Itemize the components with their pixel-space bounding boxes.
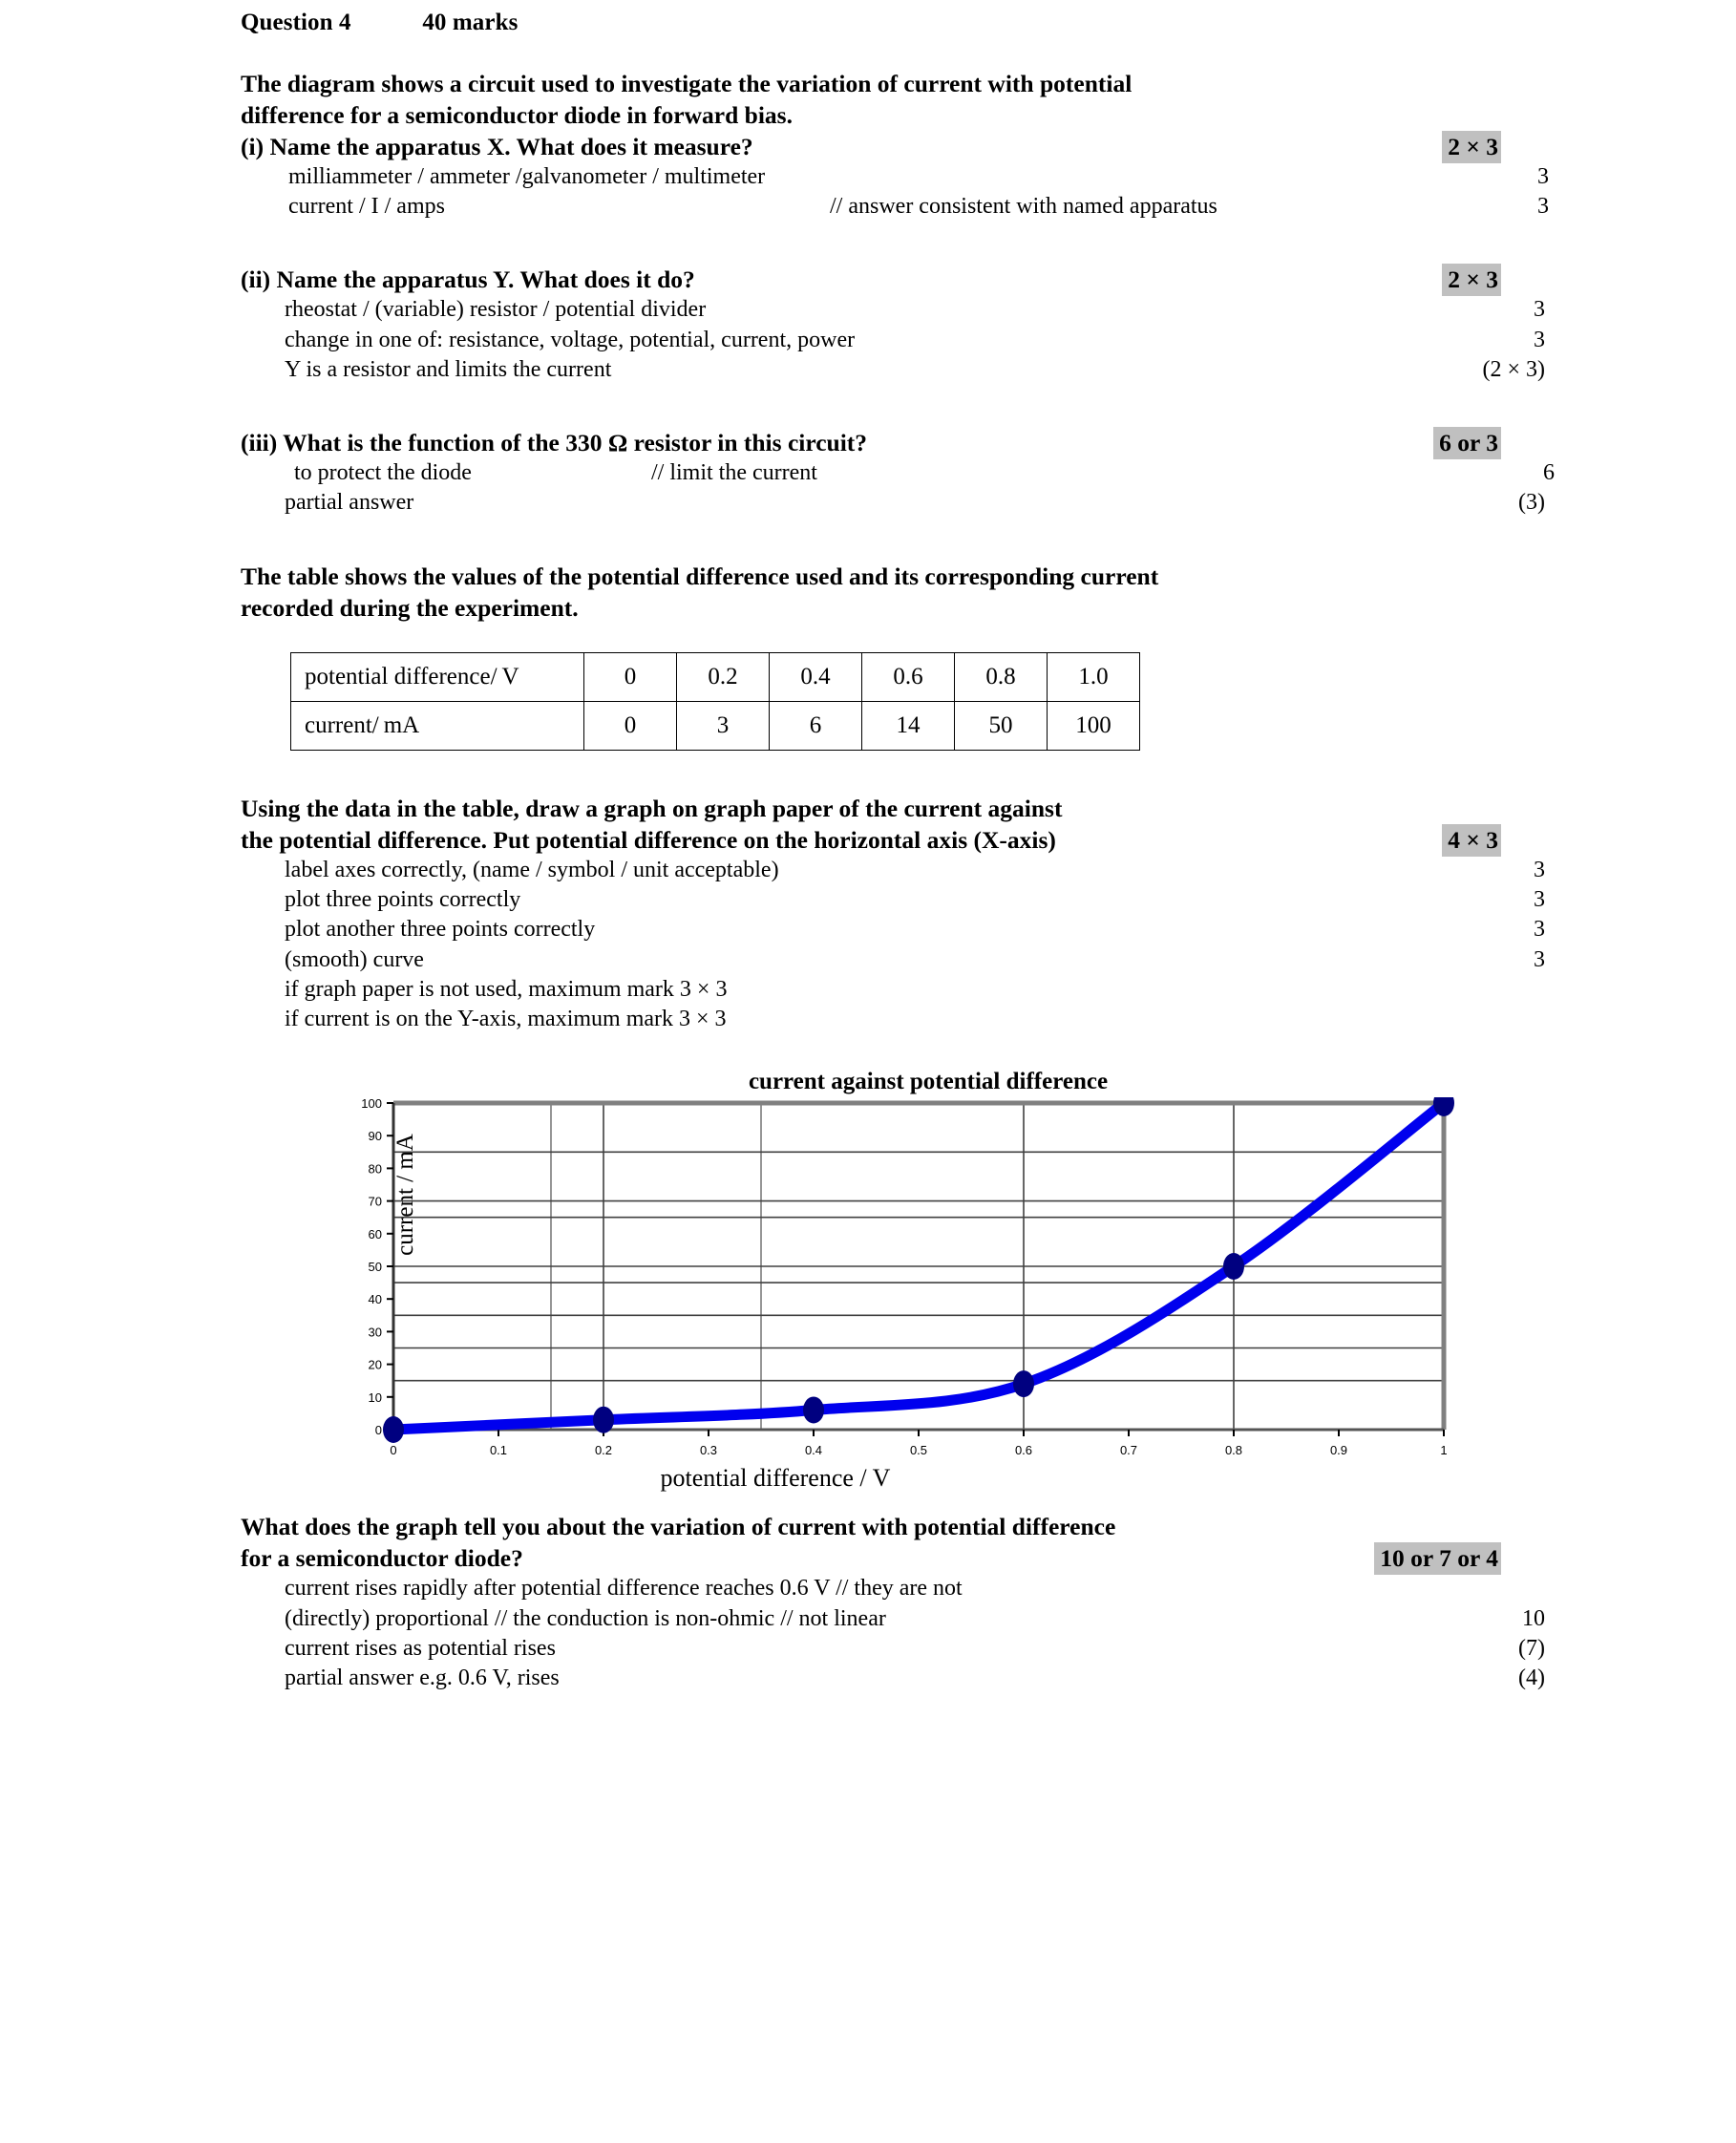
x-tick-label: 0.2 bbox=[594, 1443, 613, 1458]
y-tick-label: 90 bbox=[368, 1129, 382, 1144]
part-i-answer-2-marks: 3 bbox=[1537, 194, 1549, 220]
question-header bbox=[241, 8, 1501, 39]
table-cell: 0 bbox=[584, 652, 677, 701]
chart-title: current against potential difference bbox=[748, 1069, 1109, 1095]
chart-x-axis-label: potential difference / V bbox=[660, 1464, 891, 1493]
x-tick-label: 0 bbox=[390, 1443, 397, 1458]
graph-task-answer-4-marks: 3 bbox=[1534, 946, 1545, 972]
part-i-question-text: (i) Name the apparatus X. What does it measure? bbox=[241, 132, 753, 160]
closing-line-1: What does the graph tell you about the variation of current with potential difference bbox=[241, 1513, 1116, 1541]
part-ii-marks: 2 × 3 bbox=[1442, 264, 1501, 296]
question-number: Question 4 bbox=[241, 10, 351, 35]
current-vs-pd-chart bbox=[241, 1069, 1501, 1498]
intro-line-1: The diagram shows a circuit used to investigate the variation of current with potential bbox=[241, 69, 1133, 97]
part-ii-question-text: (ii) Name the apparatus Y. What does it do? bbox=[241, 265, 695, 294]
graph-task-line-1: Using the data in the table, draw a graph on graph paper of the current against bbox=[241, 794, 1063, 822]
intro-line-2: difference for a semiconductor diode in forward bias. bbox=[241, 100, 793, 129]
graph-task-answer-5 bbox=[241, 975, 1545, 1005]
graph-task-line-2-text: the potential difference. Put potential difference on the horizontal axis (X-axis) bbox=[241, 825, 1056, 854]
table-cell: 50 bbox=[955, 701, 1048, 750]
chart-data-point bbox=[383, 1416, 404, 1443]
table-row bbox=[291, 652, 1140, 701]
chart-y-axis-label: current / mA bbox=[392, 1134, 418, 1257]
part-ii-answer-1-marks: 3 bbox=[1534, 297, 1545, 323]
closing-marks: 10 or 7 or 4 bbox=[1374, 1542, 1501, 1575]
x-tick-label: 0.5 bbox=[909, 1443, 928, 1458]
part-iii-answer-2-text: partial answer bbox=[285, 490, 414, 516]
closing-answer-4-marks: (4) bbox=[1518, 1666, 1545, 1691]
part-iii-answer-1 bbox=[241, 458, 1555, 488]
part-iii-answer-2-marks: (3) bbox=[1518, 490, 1545, 516]
table-intro-line-2: recorded during the experiment. bbox=[241, 593, 579, 622]
y-tick-label: 0 bbox=[374, 1423, 382, 1438]
part-iii-answer-1-note: // limit the current bbox=[651, 460, 817, 486]
part-i-answer-1-text: milliammeter / ammeter /galvanometer / multimeter bbox=[288, 163, 766, 189]
closing-answer-1 bbox=[241, 1574, 1545, 1603]
table-row bbox=[291, 701, 1140, 750]
y-tick-label: 30 bbox=[368, 1325, 382, 1340]
y-tick-label: 20 bbox=[368, 1357, 382, 1372]
part-i-answer-2-text: current / I / amps bbox=[288, 194, 445, 220]
x-tick-label: 0.1 bbox=[489, 1443, 508, 1458]
closing-answer-2-text: (directly) proportional // the conduction is non-ohmic // not linear bbox=[285, 1605, 886, 1631]
table-cell: 0.4 bbox=[770, 652, 862, 701]
table-cell: 100 bbox=[1048, 701, 1140, 750]
part-ii-question bbox=[241, 264, 1501, 295]
part-iii-answer-1-text: to protect the diode bbox=[294, 460, 472, 486]
closing-answer-3-marks: (7) bbox=[1518, 1635, 1545, 1661]
table-cell: 6 bbox=[770, 701, 862, 750]
graph-task-answer-6 bbox=[241, 1005, 1545, 1034]
graph-task-answer-3-text: plot another three points correctly bbox=[285, 917, 596, 943]
closing-answer-4-text: partial answer e.g. 0.6 V, rises bbox=[285, 1666, 560, 1691]
part-i-answer-1 bbox=[241, 162, 1549, 192]
closing-answer-1-text: current rises rapidly after potential difference reaches 0.6 V // they are not bbox=[285, 1576, 963, 1602]
x-tick-label: 0.7 bbox=[1119, 1443, 1138, 1458]
y-tick-label: 70 bbox=[368, 1194, 382, 1209]
closing-answer-3-text: current rises as potential rises bbox=[285, 1635, 556, 1661]
measurement-table bbox=[290, 652, 1140, 751]
y-tick-label: 80 bbox=[368, 1161, 382, 1177]
part-iii-marks: 6 or 3 bbox=[1433, 427, 1501, 459]
graph-task-answer-6-text: if current is on the Y-axis, maximum mark 3 × 3 bbox=[285, 1007, 727, 1032]
part-ii-answer-2-marks: 3 bbox=[1534, 327, 1545, 352]
document-content bbox=[241, 8, 1555, 1693]
part-ii-answer-2 bbox=[241, 326, 1545, 355]
table-cell: 0 bbox=[584, 701, 677, 750]
y-tick-label: 100 bbox=[361, 1097, 382, 1112]
table-row-label: current/ mA bbox=[291, 701, 584, 750]
graph-task-answer-2 bbox=[241, 885, 1545, 915]
graph-task-line-2 bbox=[241, 824, 1501, 856]
data-table-wrapper bbox=[241, 652, 1501, 751]
y-tick-label: 40 bbox=[368, 1292, 382, 1307]
part-iii-question bbox=[241, 427, 1501, 458]
y-tick-label: 50 bbox=[368, 1260, 382, 1275]
graph-task-answer-3-marks: 3 bbox=[1534, 917, 1545, 943]
part-ii-answer-3-marks: (2 × 3) bbox=[1482, 356, 1545, 382]
question-total-marks: 40 marks bbox=[422, 10, 519, 35]
part-i-answer-2 bbox=[241, 192, 1549, 222]
spacer bbox=[241, 385, 1501, 427]
chart-data-point bbox=[803, 1397, 824, 1424]
part-i-question bbox=[241, 131, 1501, 162]
graph-task-answer-3 bbox=[241, 915, 1545, 944]
chart-data-point bbox=[1013, 1370, 1034, 1397]
y-tick-label: 10 bbox=[368, 1390, 382, 1406]
spacer bbox=[241, 519, 1501, 561]
closing-answer-2 bbox=[241, 1604, 1545, 1634]
part-ii-answer-3 bbox=[241, 355, 1545, 385]
x-tick-label: 0.6 bbox=[1014, 1443, 1033, 1458]
spacer bbox=[241, 1034, 1501, 1063]
part-i-answer-2-note: // answer consistent with named apparatus bbox=[830, 194, 1217, 220]
graph-task-answer-4-text: (smooth) curve bbox=[285, 946, 424, 972]
x-tick-label: 0.4 bbox=[804, 1443, 823, 1458]
y-tick-label: 60 bbox=[368, 1227, 382, 1242]
graph-task-answer-2-marks: 3 bbox=[1534, 887, 1545, 913]
spacer bbox=[241, 39, 1501, 68]
graph-task-answer-2-text: plot three points correctly bbox=[285, 887, 521, 913]
graph-task-answer-1-text: label axes correctly, (name / symbol / unit acceptable) bbox=[285, 858, 779, 883]
table-cell: 14 bbox=[862, 701, 955, 750]
table-intro-line-1: The table shows the values of the potential difference used and its corresponding current bbox=[241, 562, 1159, 590]
part-iii-answer-2 bbox=[241, 488, 1545, 518]
part-ii-answer-2-text: change in one of: resistance, voltage, potential, current, power bbox=[285, 327, 856, 352]
closing-answer-3 bbox=[241, 1634, 1545, 1664]
spacer bbox=[241, 624, 1501, 652]
part-iii-question-text: (iii) What is the function of the 330 Ω resistor in this circuit? bbox=[241, 429, 868, 456]
closing-line-2-text: for a semiconductor diode? bbox=[241, 1544, 523, 1573]
x-tick-label: 1 bbox=[1440, 1443, 1448, 1458]
part-i-answer-1-marks: 3 bbox=[1537, 163, 1549, 189]
part-ii-answer-3-text: Y is a resistor and limits the current bbox=[285, 356, 612, 382]
closing-line-2 bbox=[241, 1542, 1501, 1574]
chart-data-point bbox=[593, 1407, 614, 1433]
part-ii-answer-1-text: rheostat / (variable) resistor / potential divider bbox=[285, 297, 707, 323]
chart-plot-area bbox=[334, 1097, 1461, 1470]
spacer bbox=[241, 1498, 1501, 1511]
table-cell: 3 bbox=[677, 701, 770, 750]
chart-data-point bbox=[1223, 1253, 1244, 1280]
table-cell: 0.2 bbox=[677, 652, 770, 701]
graph-task-marks: 4 × 3 bbox=[1442, 824, 1501, 857]
x-tick-label: 0.9 bbox=[1329, 1443, 1348, 1458]
graph-task-answer-1-marks: 3 bbox=[1534, 858, 1545, 883]
table-cell: 0.8 bbox=[955, 652, 1048, 701]
table-cell: 1.0 bbox=[1048, 652, 1140, 701]
spacer bbox=[241, 751, 1501, 793]
table-cell: 0.6 bbox=[862, 652, 955, 701]
part-i-marks: 2 × 3 bbox=[1442, 131, 1501, 163]
graph-task-answer-4 bbox=[241, 945, 1545, 975]
spacer bbox=[241, 222, 1501, 264]
graph-task-answer-1 bbox=[241, 856, 1545, 885]
graph-task-answer-5-text: if graph paper is not used, maximum mark 3 × 3 bbox=[285, 976, 728, 1002]
x-tick-label: 0.3 bbox=[699, 1443, 718, 1458]
closing-answer-2-marks: 10 bbox=[1522, 1605, 1545, 1631]
closing-answer-4 bbox=[241, 1664, 1545, 1693]
x-tick-label: 0.8 bbox=[1224, 1443, 1243, 1458]
part-ii-answer-1 bbox=[241, 295, 1545, 325]
part-iii-answer-1-marks: 6 bbox=[1543, 460, 1555, 486]
table-row-label: potential difference/ V bbox=[291, 652, 584, 701]
